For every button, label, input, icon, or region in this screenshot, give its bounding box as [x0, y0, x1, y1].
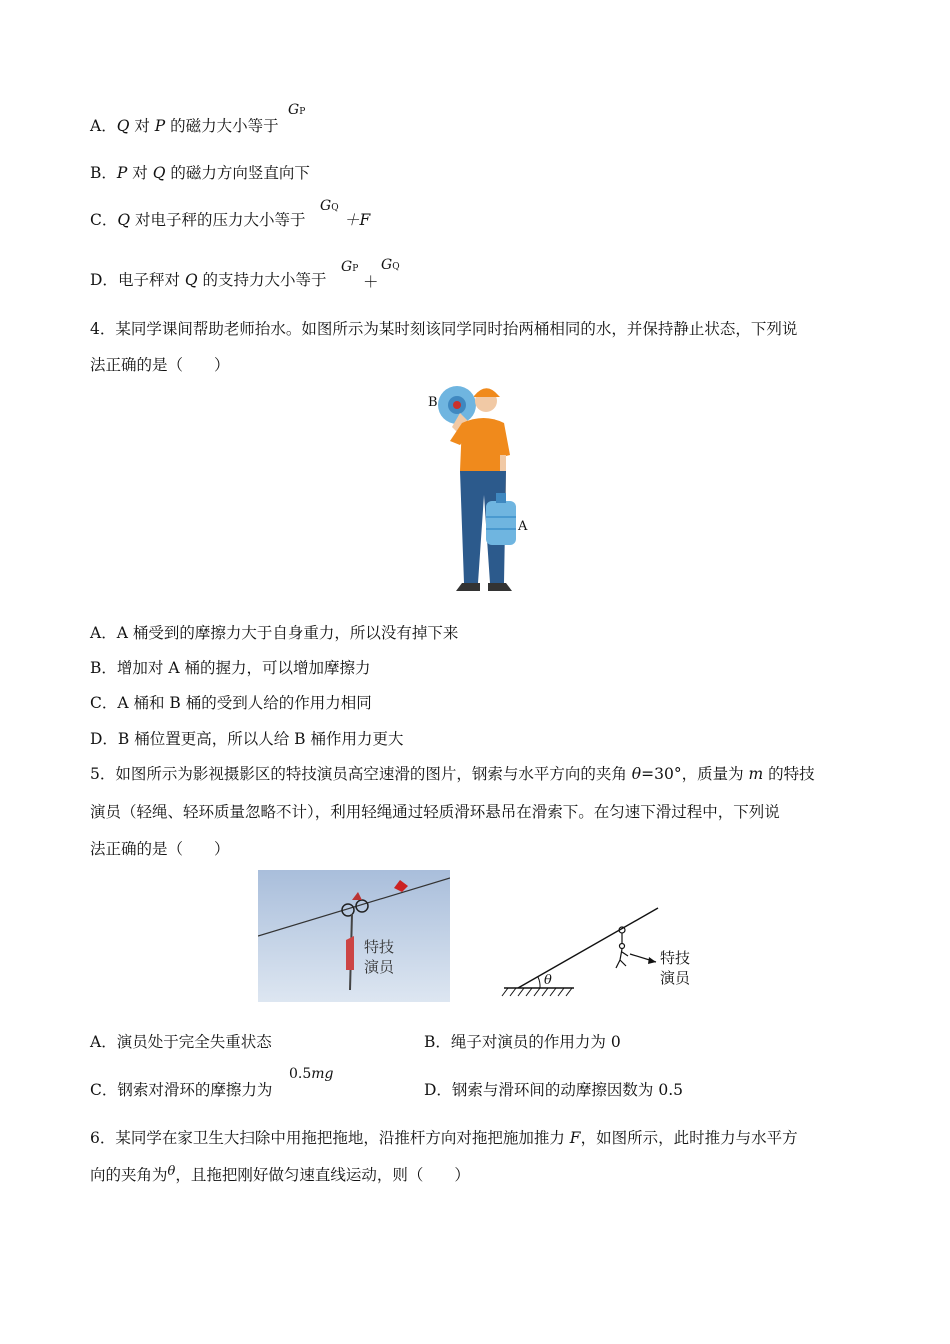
fig-label-a: A [518, 519, 528, 534]
q3-a-gp: GP [288, 102, 306, 118]
cap [474, 388, 500, 397]
q4-option-d: D．B 桶位置更高，所以人给 B 桶作用力更大 [90, 730, 404, 748]
q3-option-a: A．Q 对 P 的磁力大小等于 [90, 117, 279, 135]
q5-option-d: D．钢索与滑环间的动摩擦因数为 0.5 [424, 1081, 684, 1099]
q4-option-a: A．A 桶受到的摩擦力大于自身重力，所以没有掉下来 [90, 624, 459, 642]
q3-option-c: C．Q 对电子秤的压力大小等于 [90, 211, 306, 229]
q3-d-plus: ＋ [363, 273, 379, 291]
shirt [460, 418, 506, 471]
q4-option-b: B．增加对 A 桶的握力，可以增加摩擦力 [90, 659, 371, 677]
photo-label-2: 演员 [364, 958, 395, 976]
q5-option-b: B．绳子对演员的作用力为 0 [424, 1033, 621, 1051]
performer-sketch [616, 949, 628, 968]
q4-stem-line2: 法正确的是（ ） [90, 356, 230, 374]
stunt-performer [346, 936, 354, 970]
bottle-a [486, 501, 516, 545]
angle-theta: θ [544, 973, 552, 988]
q5-option-a: A．演员处于完全失重状态 [90, 1033, 272, 1051]
diagram-label-1: 特技 [660, 949, 691, 967]
q3-c-gq: GQ [320, 198, 339, 214]
steel-cable [518, 908, 658, 988]
arrow-icon [648, 957, 656, 964]
q4-stem-line1: 4．某同学课间帮助老师抬水。如图所示为某时刻该同学同时抬两桶相同的水，并保持静止状态，下列说 [90, 320, 798, 338]
q5-stem-line3: 法正确的是（ ） [90, 840, 230, 858]
water-carrier-figure [420, 383, 540, 601]
q3-option-b: B．P 对 Q 的磁力方向竖直向下 [90, 164, 310, 182]
q6-stem-line2: 向的夹角为$^\theta$，且拖把刚好做匀速直线运动，则（ ） [90, 1164, 470, 1184]
q6-stem-line1: 6．某同学在家卫生大扫除中用拖把拖地，沿推杆方向对拖把施加推力 F，如图所示，此时推力与水平方 [90, 1129, 798, 1147]
q5-c-value: 0.5mg [289, 1066, 334, 1082]
cable-diagram [500, 900, 710, 1000]
q3-d-gp: GP [341, 259, 359, 275]
diagram-label-2: 演员 [660, 969, 691, 987]
q5-stem-line2: 演员（轻绳、轻环质量忽略不计），利用轻绳通过轻质滑环悬吊在滑索下。在匀速下滑过程中，下列说 [90, 803, 780, 821]
q5-option-c: C．钢索对滑环的摩擦力为 [90, 1081, 273, 1099]
q4-option-c: C．A 桶和 B 桶的受到人给的作用力相同 [90, 694, 372, 712]
fig-label-b: B [428, 395, 438, 410]
q3-option-d: D．电子秤对 Q 的支持力大小等于 [90, 271, 327, 289]
photo-label-1: 特技 [364, 938, 395, 956]
q3-d-gq: GQ [381, 257, 400, 273]
q5-stem-line1: 5．如图所示为影视摄影区的特技演员高空速滑的图片，钢索与水平方向的夹角 θ=30°，质量为 m 的特技 [90, 765, 815, 783]
stunt-photo [258, 870, 450, 1002]
q3-c-tail: ＋F [344, 211, 371, 229]
